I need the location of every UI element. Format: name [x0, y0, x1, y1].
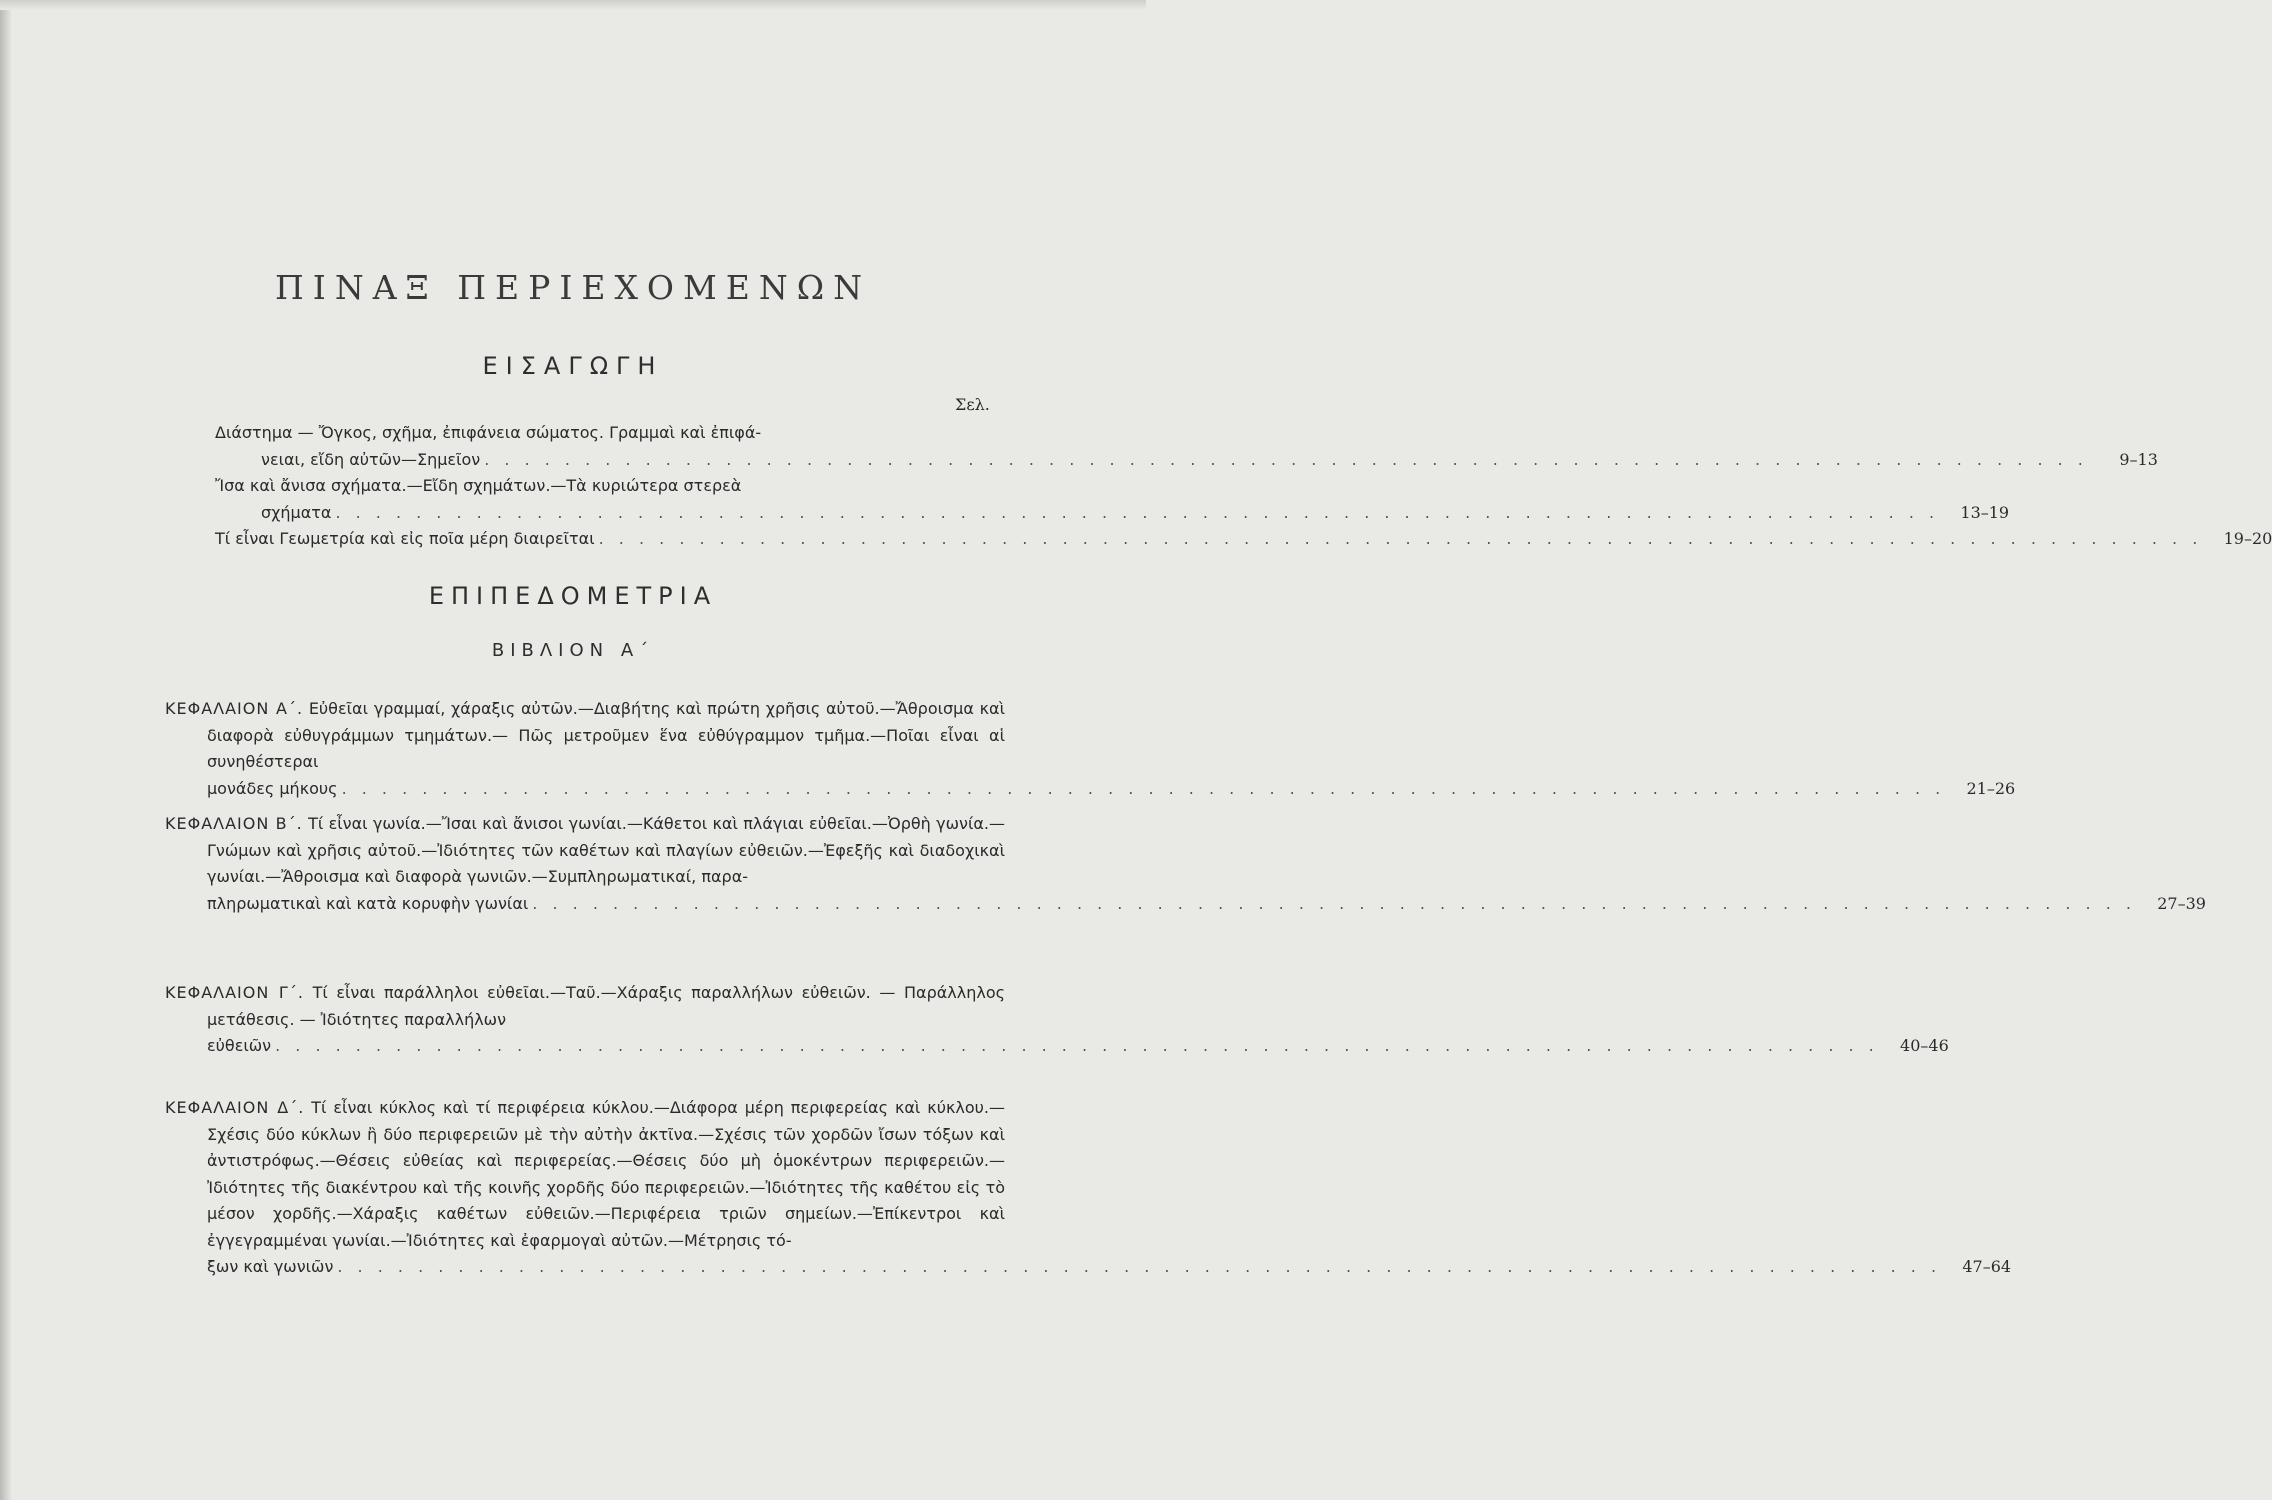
chapter-description: Εὐθεῖαι γραμμαί, χάραξις αὐτῶν.—Διαβήτης καὶ πρώτη χρῆσις αὐτοῦ.—Ἄθροισμα καὶ διαφορὰ εὐθυγράμμων τμημάτων.— Πῶς μετροῦμεν ἕνα εὐθύγραμμον τμῆμα.—Ποῖαι εἶναι αἱ συνηθέστεραι — [207, 699, 1005, 771]
entry-text: Ἴσα καὶ ἄνισα σχήματα.—Εἴδη σχημάτων.—Τὰ κυριώτερα στερεὰ — [215, 476, 742, 495]
entry-last-line: σχήματα — [261, 502, 332, 522]
page-title: ΠΙΝΑΞ ΠΕΡΙΕΧΟΜΕΝΩΝ — [275, 268, 871, 307]
book-heading: ΒΙΒΛΙΟΝ Α΄ — [491, 640, 655, 661]
section-heading-planimetry: ΕΠΙΠΕΔΟΜΕΤΡΙΑ — [428, 582, 718, 610]
entry-pages: 40–46 — [1900, 1036, 1949, 1055]
dot-leader: . . . . . . . . . . . . . . . . . . . . . . . . . . . . . . . . . . . . . . . . . . . . . . . . . . . . . . . . . . . . . . . . . . . . . . . . . . . . . . . . — [532, 893, 2136, 913]
entry-text — [165, 980, 1005, 1033]
dot-leader: . . . . . . . . . . . . . . . . . . . . . . . . . . . . . . . . . . . . . . . . . . . . . . . . . . . . . . . . . . . . . . . . . . . . . . . . . . . . . . . . — [598, 529, 2203, 548]
toc-entry — [165, 980, 1949, 1060]
entry-last-line: νειαι, εἴδη αὐτῶν—Σημεῖον — [261, 449, 481, 469]
dot-leader: . . . . . . . . . . . . . . . . . . . . . . . . . . . . . . . . . . . . . . . . . . . . . . . . . . . . . . . . . . . . . . . . . . . . . . . . . . . . . . . . — [341, 778, 1946, 798]
dot-leader: . . . . . . . . . . . . . . . . . . . . . . . . . . . . . . . . . . . . . . . . . . . . . . . . . . . . . . . . . . . . . . . . . . . . . . . . . . . . . . . . — [484, 449, 2088, 469]
entry-pages: 21–26 — [1966, 778, 2016, 798]
page-top-shadow — [0, 0, 1146, 10]
chapter-entry-c — [165, 980, 1949, 1060]
chapter-description: Τί εἶναι γωνία.—Ἴσαι καὶ ἄνισοι γωνίαι.—Κάθετοι καὶ πλάγιαι εὐθεῖαι.—Ὀρθὴ γωνία.—Γνώμων καὶ χρῆσις αὐτοῦ.—Ἰδιότητες τῶν καθέτων καὶ πλαγίων εὐθειῶν.—Ἐφεξῆς καὶ διαδοχικαὶ γωνίαι.—Ἄθροισμα καὶ διαφορὰ γωνιῶν.—Συμπληρωματικαί, παρα- — [207, 814, 1006, 886]
entry-last-line: μονάδες μήκους — [207, 778, 338, 798]
dot-leader: . . . . . . . . . . . . . . . . . . . . . . . . . . . . . . . . . . . . . . . . . . . . . . . . . . . . . . . . . . . . . . . . . . . . . . . . . . . . . . . . — [335, 502, 1940, 522]
entry-last-line: ξων καὶ γωνιῶν — [207, 1257, 334, 1276]
dot-leader: . . . . . . . . . . . . . . . . . . . . . . . . . . . . . . . . . . . . . . . . . . . . . . . . . . . . . . . . . . . . . . . . . . . . . . . . . . . . . . . . — [275, 1036, 1879, 1055]
entry-tail — [215, 526, 2272, 553]
page-column-label: Σελ. — [955, 395, 990, 414]
entry-text — [165, 811, 1005, 891]
entry-text — [165, 1095, 1005, 1254]
entry-tail — [165, 1033, 1949, 1060]
toc-entry — [215, 420, 2158, 473]
entry-last-line: πληρωματικαὶ καὶ κατὰ κορυφὴν γωνίαι — [207, 893, 529, 913]
chapter-description: Τί εἶναι κύκλος καὶ τί περιφέρεια κύκλου.—Διάφορα μέρη περιφερείας καὶ κύκλου.—Σχέσις δύο κύκλων ἢ δύο περιφερειῶν μὲ τὴν αὐτὴν ἀκτῖνα.—Σχέσις τῶν χορδῶν ἴσων τόξων καὶ ἀντιστρόφως.—Θέσεις εὐθείας καὶ περιφερείας.—Θέσεις δύο μὴ ὁμοκέντρων περιφερειῶν.—Ἰδιότητες τῆς διακέντρου καὶ τῆς κοινῆς χορδῆς δύο περιφερειῶν.—Ἰδιότητες τῆς καθέτου εἰς τὸ μέσον χορδῆς.—Χάραξις καθέτων εὐθειῶν.—Περιφέρεια τριῶν σημείων.—Ἐπίκεντροι καὶ ἐγγεγραμμέναι γωνίαι.—Ἰδιότητες καὶ ἐφαρμογαὶ αὐτῶν.—Μέτρησις τό- — [207, 1098, 1005, 1250]
page-edge-shadow — [0, 0, 12, 1500]
section-heading-introduction: ΕΙΣΑΓΩΓΗ — [482, 352, 664, 380]
toc-entry — [215, 526, 2272, 553]
chapter-label: ΚΕΦΑΛΑΙΟΝ Β΄. — [165, 814, 303, 833]
toc-entry — [165, 696, 2016, 802]
toc-entry — [165, 1095, 2012, 1281]
entry-pages: 9–13 — [2119, 449, 2158, 469]
chapter-label: ΚΕΦΑΛΑΙΟΝ Γ΄. — [165, 983, 304, 1002]
entry-tail — [215, 447, 2158, 474]
entry-text — [165, 696, 1005, 776]
chapter-entry-b — [165, 811, 2206, 917]
entry-text: Διάστημα — Ὄγκος, σχῆμα, ἐπιφάνεια σώματος. Γραμμαὶ καὶ ἐπιφά- — [215, 423, 762, 442]
toc-entry — [215, 473, 2010, 526]
chapter-entry-a — [165, 696, 2016, 802]
entry-pages: 47–64 — [1962, 1257, 2012, 1276]
entry-last-line: Τί εἶναι Γεωμετρία καὶ εἰς ποῖα μέρη διαιρεῖται — [215, 529, 595, 548]
entry-pages: 27–39 — [2157, 893, 2206, 913]
introduction-entries — [215, 420, 2272, 553]
entry-last-line: εὐθειῶν — [207, 1036, 272, 1055]
entry-tail — [165, 776, 2016, 803]
chapter-label: ΚΕΦΑΛΑΙΟΝ Α΄. — [165, 699, 304, 718]
entry-pages: 13–19 — [1960, 502, 2010, 522]
entry-tail — [215, 500, 2010, 527]
chapter-description: Τί εἶναι παράλληλοι εὐθεῖαι.—Ταῦ.—Χάραξις παραλλήλων εὐθειῶν. — Παράλληλος μετάθεσις. — Ἰδιότητες παραλλήλων — [207, 983, 1005, 1029]
entry-pages: 19–20 — [2223, 529, 2272, 548]
toc-entry — [165, 811, 2206, 917]
chapter-entry-d — [165, 1095, 2012, 1281]
chapter-label: ΚΕΦΑΛΑΙΟΝ Δ΄. — [165, 1098, 305, 1117]
entry-tail — [165, 891, 2206, 918]
entry-tail — [165, 1254, 2012, 1281]
dot-leader: . . . . . . . . . . . . . . . . . . . . . . . . . . . . . . . . . . . . . . . . . . . . . . . . . . . . . . . . . . . . . . . . . . . . . . . . . . . . . . . . — [337, 1257, 1942, 1276]
